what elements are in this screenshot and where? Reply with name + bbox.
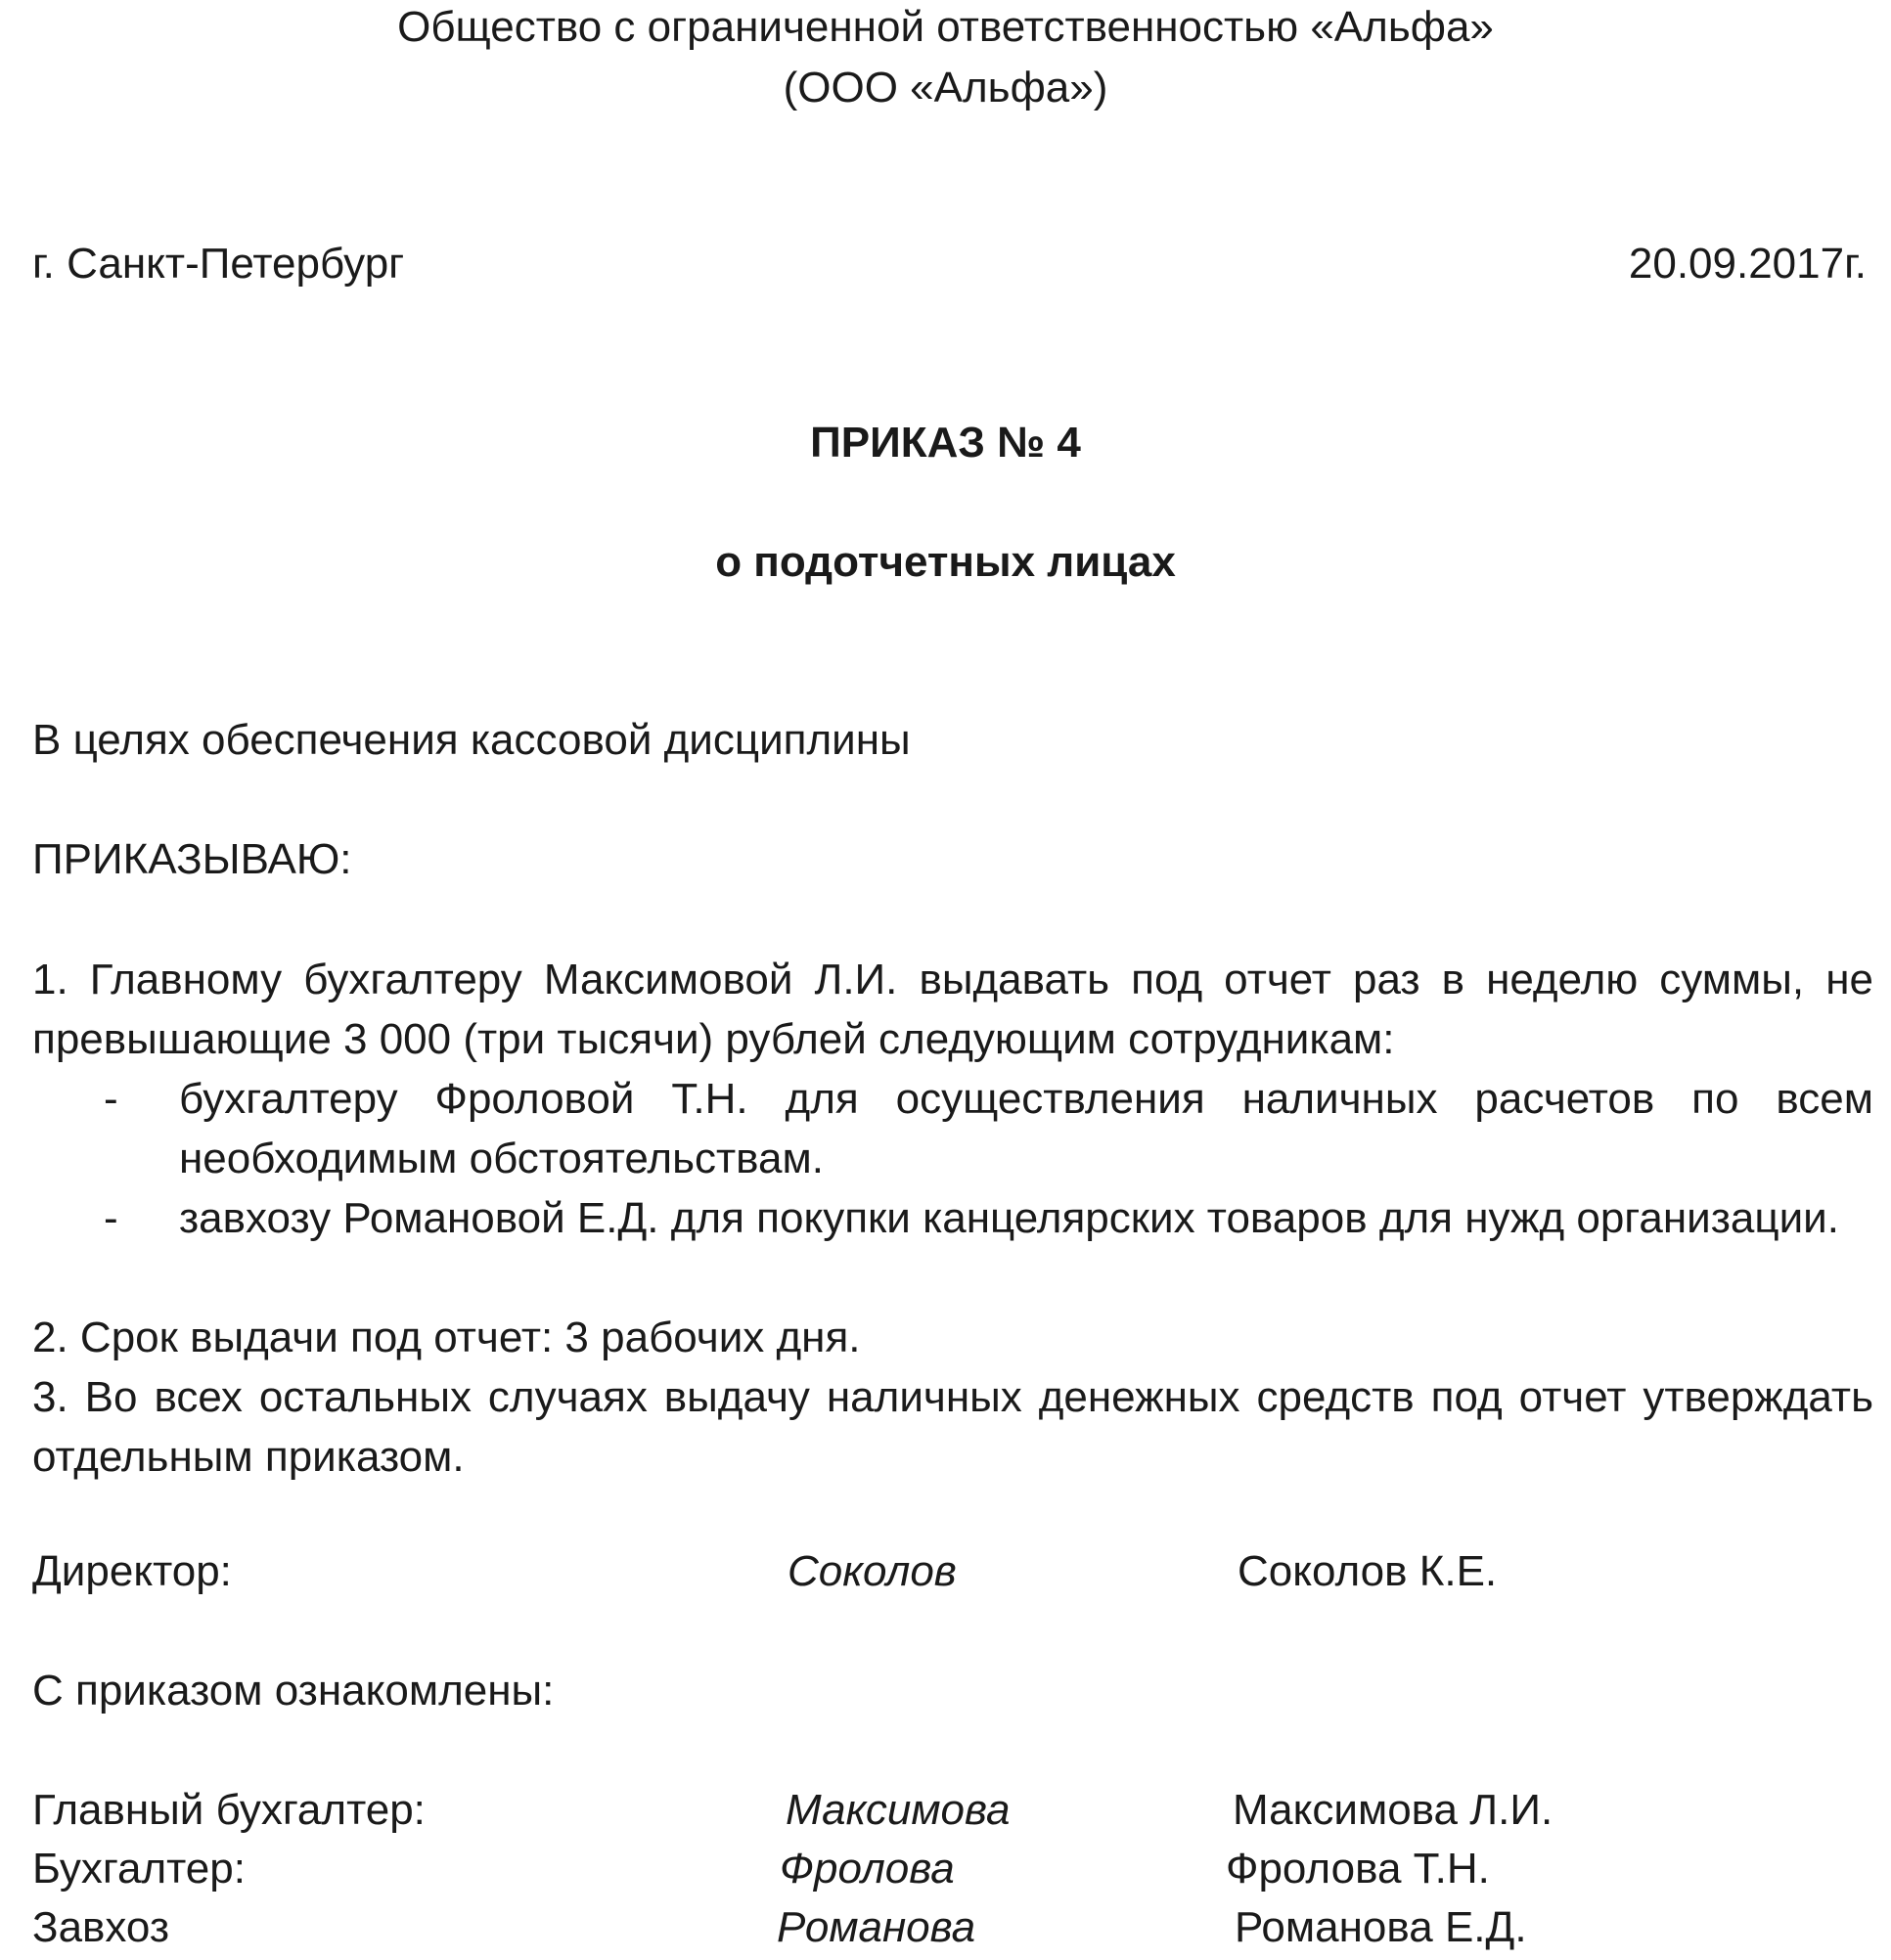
ack-name: Фролова Т.Н. (1226, 1845, 1490, 1893)
directive: ПРИКАЗЫВАЮ: (32, 835, 352, 883)
order-item-1: 1. Главному бухгалтеру Максимовой Л.И. выдавать под отчет раз в неделю суммы, не превышающие 3 000 (три тысячи) рублей следующим сотрудникам: (32, 956, 1873, 1063)
bullet-item-accountant: бухгалтеру Фроловой Т.Н. для осуществления наличных расчетов по всем необходимым обстоятельствам. (179, 1075, 1873, 1182)
order-item-2: 2. Срок выдачи под отчет: 3 рабочих дня. (32, 1314, 861, 1361)
preamble: В целях обеспечения кассовой дисциплины (32, 716, 911, 764)
date: 20.09.2017г. (1628, 240, 1867, 288)
order-subject: о подотчетных лицах (715, 538, 1176, 586)
ack-role: Завхоз (32, 1903, 170, 1951)
order-title: ПРИКАЗ № 4 (810, 419, 1081, 467)
director-role: Директор: (32, 1547, 232, 1595)
bullet-item-supply-manager: завхозу Романовой Е.Д. для покупки канцелярских товаров для нужд организации. (179, 1194, 1839, 1242)
org-short-name: (ООО «Альфа») (783, 64, 1108, 111)
ack-signature: Фролова (780, 1845, 955, 1893)
bullet-dash: - (104, 1075, 118, 1123)
acknowledged-heading: С приказом ознакомлены: (32, 1667, 555, 1715)
ack-role: Главный бухгалтер: (32, 1786, 426, 1834)
bullet-dash: - (104, 1194, 118, 1242)
ack-name: Романова Е.Д. (1235, 1903, 1527, 1951)
ack-name: Максимова Л.И. (1233, 1786, 1553, 1834)
ack-role: Бухгалтер: (32, 1845, 246, 1893)
order-item-3: 3. Во всех остальных случаях выдачу наличных денежных средств под отчет утверждать отдельным приказом. (32, 1373, 1873, 1481)
ack-signature: Максимова (786, 1786, 1011, 1834)
city: г. Санкт-Петербург (32, 240, 405, 288)
org-full-name: Общество с ограниченной ответственностью «Альфа» (397, 3, 1494, 51)
director-name: Соколов К.Е. (1238, 1547, 1498, 1595)
director-signature: Соколов (788, 1547, 957, 1595)
ack-signature: Романова (777, 1903, 976, 1951)
